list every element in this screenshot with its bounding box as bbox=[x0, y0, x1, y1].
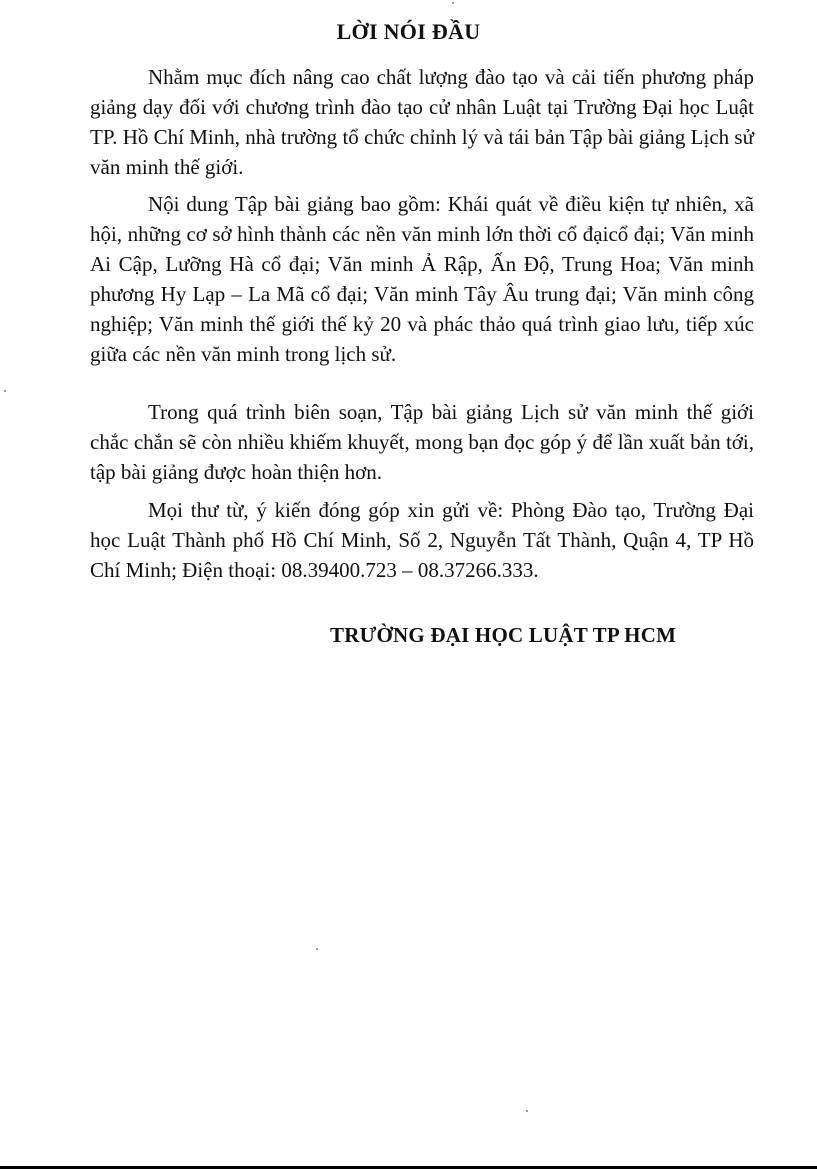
paragraph-feedback: Trong quá trình biên soạn, Tập bài giảng Lịch sử văn minh thế giới chắc chắn sẽ còn nhiều khiếm khuyết, mong bạn đọc góp ý để lần xuất bản tới, tập bài giảng được hoàn thiện hơn. bbox=[90, 400, 754, 484]
scan-speck bbox=[452, 2, 454, 4]
paragraph-content: Nội dung Tập bài giảng bao gồm: Khái quát về điều kiện tự nhiên, xã hội, những cơ sở hình thành các nền văn minh lớn thời cổ đạicổ đại; Văn minh Ai Cập, Lưỡng Hà cổ đại; Văn minh Ả Rập, Ấn Độ, Trung Hoa; Văn minh phương Hy Lạp – La Mã cổ đại; Văn minh Tây Âu trung đại; Văn minh công nghiệp; Văn minh thế giới thế kỷ 20 và phác thảo quá trình giao lưu, tiếp xúc giữa các nền văn minh trong lịch sử. bbox=[90, 192, 754, 366]
scan-speck bbox=[316, 948, 318, 950]
scan-speck bbox=[4, 390, 6, 392]
paragraph-contact: Mọi thư từ, ý kiến đóng góp xin gửi về: Phòng Đào tạo, Trường Đại học Luật Thành phố Hồ Chí Minh, Số 2, Nguyễn Tất Thành, Quận 4, TP Hồ Chí Minh; Điện thoại: 08.39400.723 – 08.37266.333. bbox=[90, 498, 754, 582]
scan-speck bbox=[526, 1110, 528, 1112]
paragraph-purpose: Nhằm mục đích nâng cao chất lượng đào tạo và cải tiến phương pháp giảng dạy đối với chương trình đào tạo cử nhân Luật tại Trường Đại học Luật TP. Hồ Chí Minh, nhà trường tổ chức chỉnh lý và tái bản Tập bài giảng Lịch sử văn minh thế giới. bbox=[90, 65, 754, 179]
signature: TRƯỜNG ĐẠI HỌC LUẬT TP HCM bbox=[330, 623, 677, 647]
page-title: LỜI NÓI ĐẦU bbox=[336, 19, 481, 44]
